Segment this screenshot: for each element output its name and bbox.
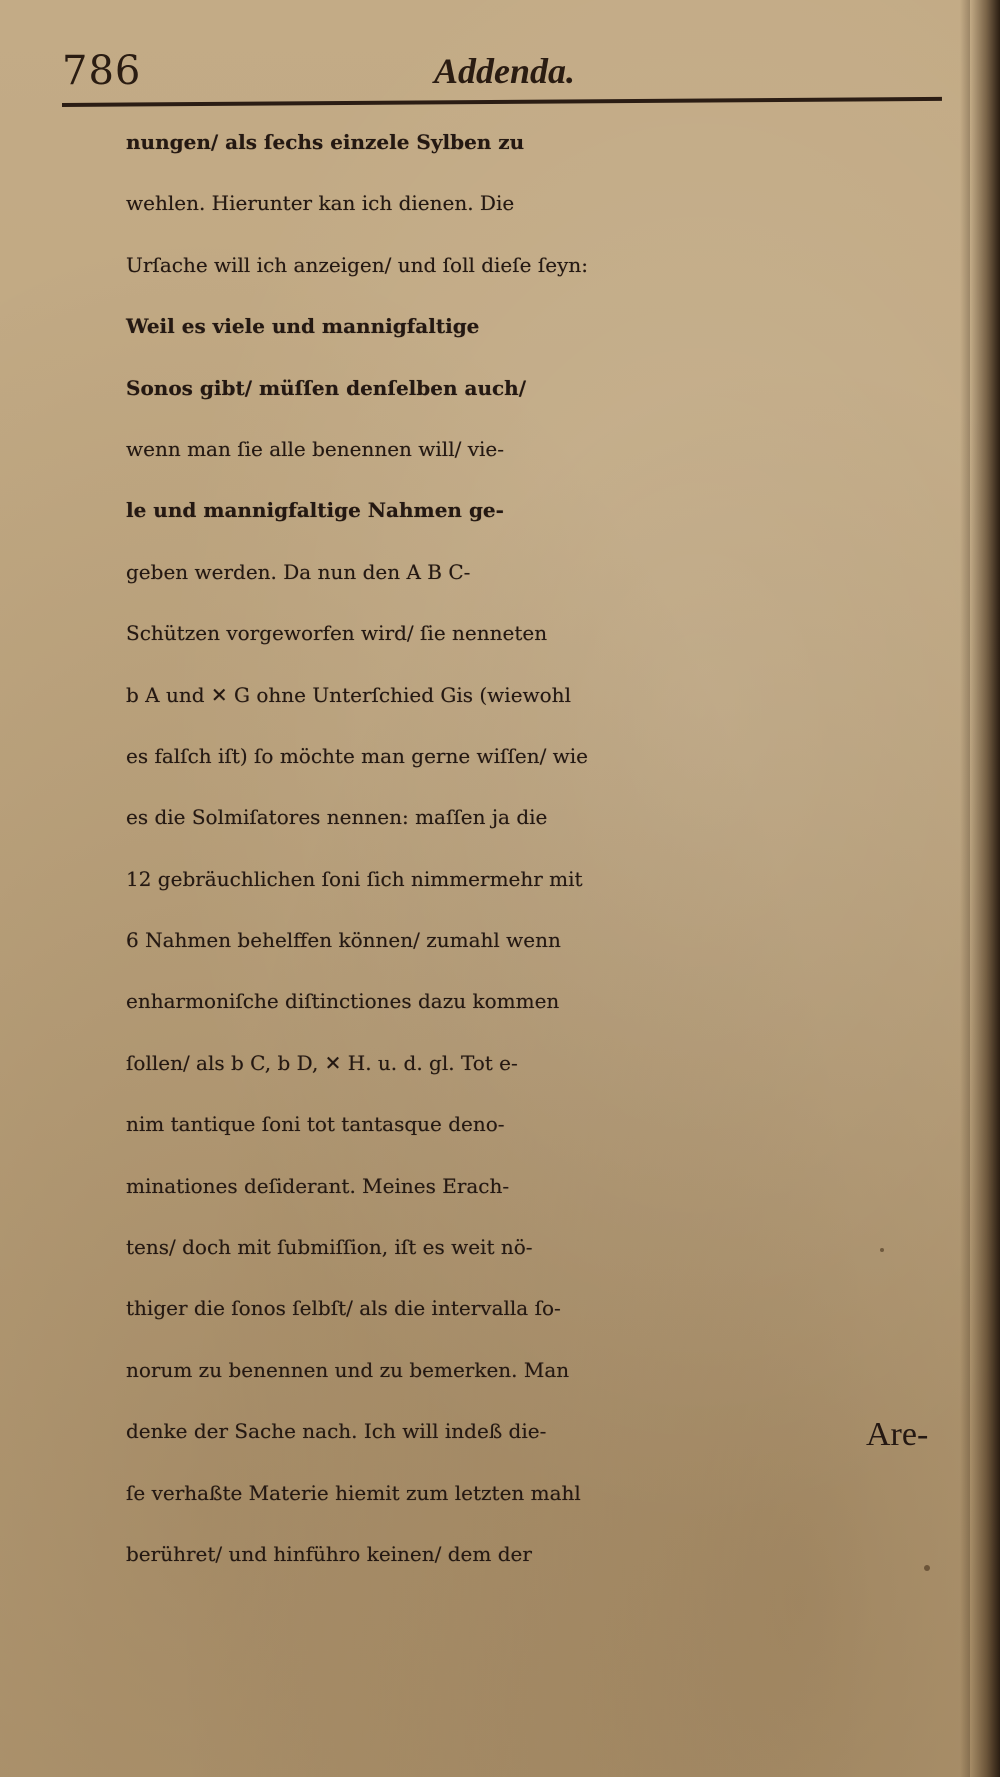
text-line: ſollen/ als b C, b D, ✕ H. u. d. gl. Tot e- [126,1050,518,1075]
text-line: 6 Nahmen behelffen können/ zumahl wenn [126,928,561,953]
text-line: b A und ✕ G ohne Unterſchied Gis (wiewohl [126,682,571,707]
text-line: es die Solmiſatores nennen: maſſen ja die [126,805,548,830]
paper-speck [924,1565,930,1571]
text-line: enharmoniſche diſtinctiones dazu kommen [126,989,560,1014]
text-line: ſe verhaßte Materie hiemit zum letzten mahl [126,1480,581,1505]
text-line: tens/ doch mit ſubmiſſion, iſt es weit nö- [126,1235,533,1260]
text-line: Urſache will ich anzeigen/ und ſoll dieſe ſeyn: [126,252,589,277]
text-line: Weil es viele und mannigfaltige [126,314,480,339]
text-line: denke der Sache nach. Ich will indeß die- [126,1419,547,1444]
page-edge [970,0,1000,1777]
text-line: le und mannigfaltige Nahmen ge- [126,498,504,523]
text-line: berühret/ und hinführo keinen/ dem der [126,1541,532,1566]
text-line: wehlen. Hierunter kan ich dienen. Die [126,191,515,216]
text-line: 12 gebräuchlichen ſoni ſich nimmermehr mit [126,866,583,891]
text-line: nim tantique ſoni tot tantasque deno- [126,1112,505,1137]
text-line: nungen/ als ſechs einzele Sylben zu [126,130,525,154]
body-text [126,112,966,1585]
running-head: Addenda. [434,51,576,91]
text-line: norum zu benennen und zu bemerken. Man [126,1357,570,1382]
text-line: geben werden. Da nun den A B C- [126,559,471,584]
text-line: thiger die ſonos ſelbſt/ als die intervalla ſo- [126,1296,561,1321]
text-line: es falſch iſt) ſo möchte man gerne wiſſen/ wie [126,743,589,768]
page-number: 786 [62,48,142,94]
text-line: minationes deſiderant. Meines Erach- [126,1173,510,1198]
text-line: Sonos gibt/ müſſen denſelben auch/ [126,375,527,400]
paper-speck [880,1248,884,1252]
text-line: wenn man ſie alle benennen will/ vie- [126,436,504,461]
text-line: Schützen vorgeworfen wird/ ſie nenneten [126,621,548,646]
catchword: Are- [866,1416,929,1453]
